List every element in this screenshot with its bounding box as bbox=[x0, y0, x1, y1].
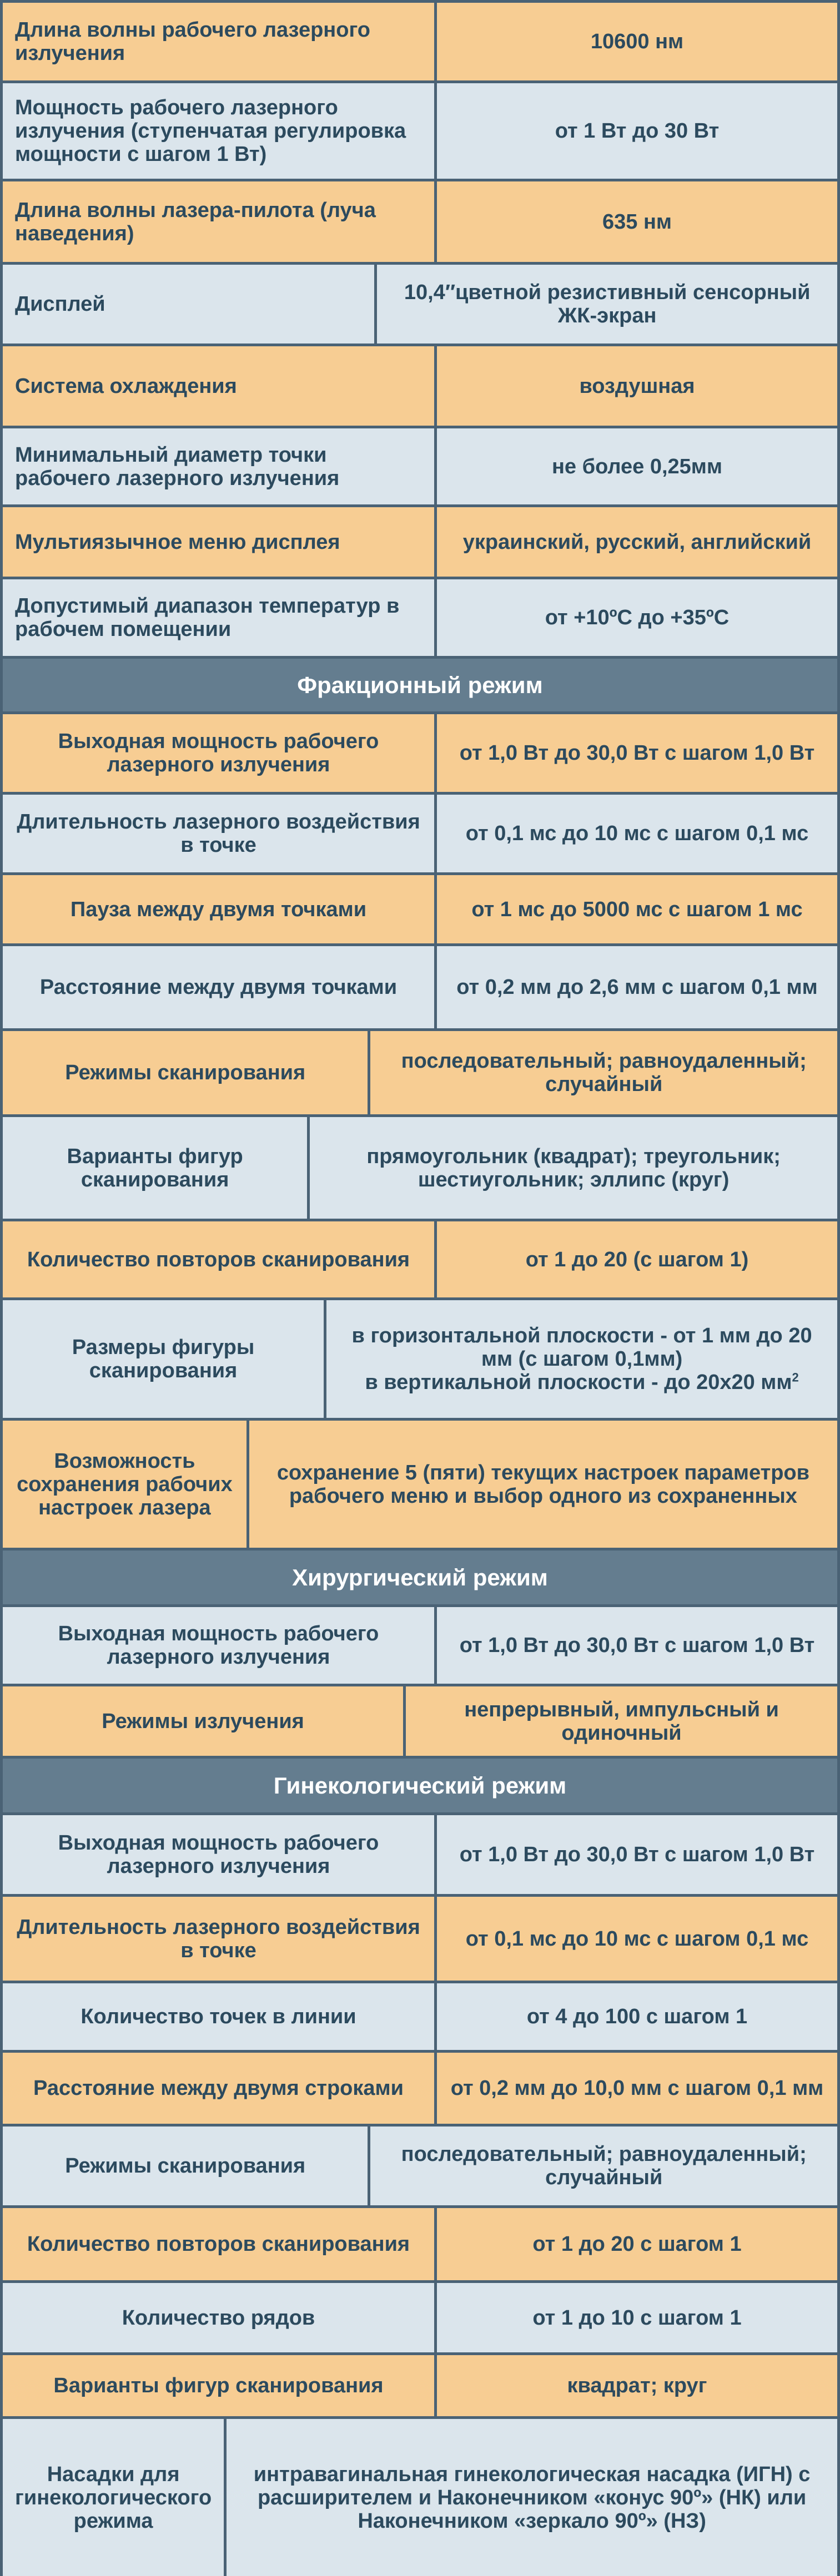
parameter-name-text: Длина волны лазера-пилота (луча наведения) bbox=[15, 198, 376, 245]
table-row bbox=[3, 2208, 837, 2280]
table-row bbox=[3, 2419, 837, 2576]
table-row bbox=[3, 2283, 837, 2352]
parameter-name-text: Расстояние между двумя точками bbox=[39, 976, 398, 999]
section-header bbox=[3, 1550, 837, 1604]
parameter-name bbox=[3, 265, 374, 344]
parameter-value-text: от 1,0 Вт до 30,0 Вт с шагом 1,0 Вт bbox=[459, 741, 815, 765]
parameter-value-text: от 0,1 мс до 10 мс с шагом 0,1 мс bbox=[465, 1927, 809, 1951]
parameter-name-text: Мультиязычное меню дисплея bbox=[15, 530, 340, 554]
parameter-name bbox=[3, 2053, 434, 2124]
parameter-value-text: последовательный; равноудаленный; случайный bbox=[401, 2143, 807, 2189]
parameter-name-text: Дисплей bbox=[15, 292, 105, 316]
parameter-value bbox=[437, 1607, 837, 1684]
table-row bbox=[3, 1815, 837, 1894]
parameter-value-text: от 0,2 мм до 2,6 мм с шагом 0,1 мм bbox=[456, 976, 818, 999]
parameter-value-text: в горизонтальной плоскости - от 1 мм до 20 мм (с шагом 0,1мм) в вертикальной плоскости - до 20х20 $мм^2$ bbox=[351, 1324, 812, 1394]
parameter-value bbox=[437, 83, 837, 179]
parameter-value-text: украинский, русский, английский bbox=[462, 530, 812, 554]
parameter-value-text: от 4 до 100 с шагом 1 bbox=[526, 2005, 748, 2028]
parameter-value bbox=[370, 2127, 837, 2205]
table-row bbox=[3, 1983, 837, 2050]
parameter-value bbox=[437, 795, 837, 872]
parameter-value-text: от 1 до 10 с шагом 1 bbox=[532, 2306, 742, 2330]
table-row bbox=[3, 3, 837, 80]
parameter-value bbox=[437, 1221, 837, 1297]
parameter-value bbox=[326, 1300, 837, 1418]
parameter-value-text: непрерывный, импульсный и одиночный bbox=[464, 1698, 779, 1745]
table-row bbox=[3, 1117, 837, 1219]
table-row bbox=[3, 346, 837, 426]
parameter-name-text: Возможность сохранения рабочих настроек лазера bbox=[17, 1449, 233, 1519]
parameter-name-text: Варианты фигур сканирования bbox=[53, 2374, 384, 2397]
section-title: Гинекологический режим bbox=[273, 1772, 567, 1799]
parameter-name bbox=[3, 1607, 434, 1684]
parameter-name-text: Длительность лазерного воздействия в точке bbox=[17, 1915, 420, 1962]
parameter-name-text: Количество повторов сканирования bbox=[27, 1247, 410, 1271]
parameter-name-text: Режимы излучения bbox=[102, 1709, 304, 1733]
parameter-value-text: квадрат; круг bbox=[567, 2374, 707, 2397]
parameter-value-text: от 1,0 Вт до 30,0 Вт с шагом 1,0 Вт bbox=[459, 1634, 815, 1657]
parameter-value bbox=[437, 2283, 837, 2352]
parameter-name bbox=[3, 1815, 434, 1894]
table-row bbox=[3, 579, 837, 656]
parameter-name-text: Мощность рабочего лазерного излучения (ступенчатая регулировка мощности с шагом 1 Вт) bbox=[15, 96, 406, 166]
parameter-name-text: Насадки для гинекологического режима bbox=[15, 2462, 212, 2533]
table-row bbox=[3, 1421, 837, 1548]
parameter-name bbox=[3, 3, 434, 80]
parameter-value bbox=[437, 1983, 837, 2050]
table-row bbox=[3, 83, 837, 179]
parameter-name bbox=[3, 2355, 434, 2416]
parameter-name-text: Количество точек в линии bbox=[81, 2005, 356, 2028]
parameter-value bbox=[437, 1897, 837, 1981]
table-row bbox=[3, 507, 837, 577]
parameter-value bbox=[406, 1686, 837, 1756]
parameter-value-text: от +10ºС до +35ºС bbox=[545, 606, 730, 629]
table-row bbox=[3, 1300, 837, 1418]
parameter-name bbox=[3, 714, 434, 792]
parameter-name bbox=[3, 2208, 434, 2280]
parameter-name bbox=[3, 795, 434, 872]
table-row bbox=[3, 1897, 837, 1981]
parameter-value bbox=[437, 2208, 837, 2280]
parameter-name bbox=[3, 1221, 434, 1297]
parameter-name bbox=[3, 2419, 224, 2576]
parameter-value-text: 10,4″цветной резистивный сенсорный ЖК-экран bbox=[404, 281, 811, 327]
parameter-value-text: прямоугольник (квадрат); треугольник; шестиугольник; эллипс (круг) bbox=[366, 1144, 781, 1191]
table-row bbox=[3, 1686, 837, 1756]
section-header bbox=[3, 659, 837, 711]
parameter-name bbox=[3, 1031, 368, 1114]
section-title: Хирургический режим bbox=[292, 1564, 548, 1590]
table-row bbox=[3, 1221, 837, 1297]
table-row bbox=[3, 2053, 837, 2124]
parameter-name bbox=[3, 875, 434, 943]
table-row bbox=[3, 875, 837, 943]
parameter-value-text: от 1 Вт до 30 Вт bbox=[555, 119, 720, 143]
parameter-value bbox=[310, 1117, 837, 1219]
parameter-value-text: воздушная bbox=[579, 374, 695, 398]
parameter-name bbox=[3, 1117, 307, 1219]
table-row bbox=[3, 946, 837, 1028]
parameter-value bbox=[437, 3, 837, 80]
parameter-name-text: Количество рядов bbox=[122, 2306, 315, 2330]
parameter-name bbox=[3, 507, 434, 577]
parameter-value bbox=[437, 579, 837, 656]
parameter-name bbox=[3, 2283, 434, 2352]
parameter-name-text: Выходная мощность рабочего лазерного излучения bbox=[58, 1622, 379, 1669]
parameter-value-text: от 1,0 Вт до 30,0 Вт с шагом 1,0 Вт bbox=[459, 1843, 815, 1866]
parameter-value-text: сохранение 5 (пяти) текущих настроек параметров рабочего меню и выбор одного из сохраненных bbox=[276, 1461, 809, 1508]
parameter-value bbox=[437, 875, 837, 943]
parameter-name-text: Система охлаждения bbox=[15, 374, 237, 398]
table-row bbox=[3, 1607, 837, 1684]
parameter-name bbox=[3, 579, 434, 656]
parameter-value-text: от 0,2 мм до 10,0 мм с шагом 0,1 мм bbox=[450, 2077, 824, 2100]
parameter-value bbox=[437, 507, 837, 577]
parameter-value bbox=[437, 2053, 837, 2124]
parameter-value bbox=[437, 946, 837, 1028]
parameter-value-text: от 0,1 мс до 10 мс с шагом 0,1 мс bbox=[465, 822, 809, 845]
parameter-name-text: Размеры фигуры сканирования bbox=[72, 1336, 255, 1382]
parameter-name bbox=[3, 1300, 324, 1418]
parameter-value-text: 10600 нм bbox=[590, 30, 684, 53]
parameter-name-text: Длительность лазерного воздействия в точке bbox=[17, 810, 420, 857]
parameter-name-text: Пауза между двумя точками bbox=[70, 897, 367, 921]
parameter-value bbox=[437, 428, 837, 504]
parameter-value-text: от 1 до 20 (с шагом 1) bbox=[525, 1247, 749, 1271]
parameter-value-text: последовательный; равноудаленный; случайный bbox=[401, 1049, 807, 1096]
parameter-name-text: Количество повторов сканирования bbox=[27, 2232, 410, 2256]
parameter-value-text: не более 0,25мм bbox=[551, 454, 723, 478]
parameter-value-text: 635 нм bbox=[602, 210, 672, 234]
parameter-value bbox=[437, 181, 837, 262]
parameter-name-text: Режимы сканирования bbox=[65, 1061, 306, 1084]
parameter-name-text: Длина волны рабочего лазерного излучения bbox=[15, 18, 370, 65]
parameter-name bbox=[3, 428, 434, 504]
parameter-name bbox=[3, 346, 434, 426]
parameter-name-text: Варианты фигур сканирования bbox=[67, 1144, 243, 1191]
parameter-name bbox=[3, 2127, 368, 2205]
parameter-name bbox=[3, 83, 434, 179]
parameter-value bbox=[377, 265, 837, 344]
superscript: 2 bbox=[792, 1370, 799, 1385]
parameter-name bbox=[3, 946, 434, 1028]
parameter-name-text: Режимы сканирования bbox=[65, 2154, 306, 2178]
table-row bbox=[3, 181, 837, 262]
table-row bbox=[3, 428, 837, 504]
parameter-value bbox=[437, 1815, 837, 1894]
parameter-value bbox=[437, 2355, 837, 2416]
parameter-name bbox=[3, 1421, 247, 1548]
table-row bbox=[3, 795, 837, 872]
parameter-value-text: от 1 мс до 5000 мс с шагом 1 мс bbox=[471, 897, 803, 921]
parameter-name bbox=[3, 1686, 403, 1756]
table-row bbox=[3, 2355, 837, 2416]
parameter-name bbox=[3, 1983, 434, 2050]
parameter-name-text: Расстояние между двумя строками bbox=[33, 2077, 404, 2100]
table-row bbox=[3, 1031, 837, 1114]
parameter-value-text: интравагинальная гинекологическая насадка (ИГН) с расширителем и Наконечником «конус 90º» (НК) или Наконечником «зеркало 90º» (НЗ) bbox=[253, 2462, 811, 2533]
parameter-value bbox=[370, 1031, 837, 1114]
parameter-value-text: от 1 до 20 с шагом 1 bbox=[532, 2232, 742, 2256]
table-row bbox=[3, 265, 837, 344]
parameter-value bbox=[249, 1421, 837, 1548]
parameter-value bbox=[437, 714, 837, 792]
parameter-value bbox=[227, 2419, 837, 2576]
parameter-name-text: Допустимый диапазон температур в рабочем помещении bbox=[15, 594, 400, 641]
parameter-name-text: Выходная мощность рабочего лазерного излучения bbox=[58, 1831, 379, 1878]
section-header bbox=[3, 1759, 837, 1812]
parameter-name bbox=[3, 1897, 434, 1981]
table-row bbox=[3, 2127, 837, 2205]
parameter-name-text: Выходная мощность рабочего лазерного излучения bbox=[58, 730, 379, 776]
table-row bbox=[3, 714, 837, 792]
parameter-name-text: Минимальный диаметр точки рабочего лазерного излучения bbox=[15, 443, 340, 490]
section-title: Фракционный режим bbox=[297, 671, 543, 698]
parameter-value bbox=[437, 346, 837, 426]
parameter-name bbox=[3, 181, 434, 262]
